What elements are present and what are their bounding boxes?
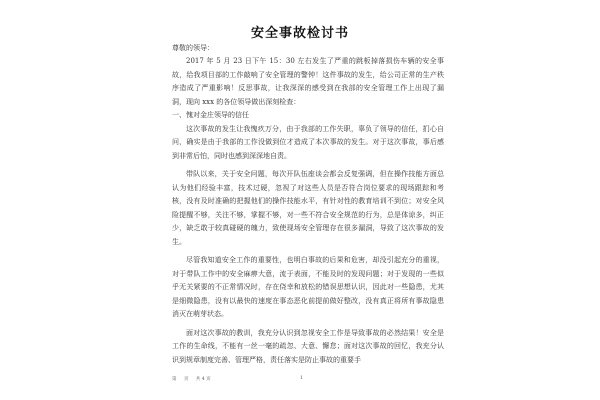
footer-page-info [172, 376, 217, 382]
section-heading: 一、愧对金庄领导的信任 [172, 111, 249, 119]
page-number: 1 [300, 376, 303, 381]
paragraph-intro: 2017 年 5 月 23 日下午 15：30 左右发生了严重的跳板掉落损伤车辆的安全事故，给我项目部的工作敲响了安全管理的警钟！这件事故的发生，给公司正常的生产秩序造成了严重影响！反思事故，让我深深的感受到在我部的安全管理工作上出现了漏洞，现向 xxx 的各位领导做出深刻检查： [172, 57, 444, 106]
footer-label-page: 第 [172, 377, 177, 382]
paragraph-reflection: 这次事故的发生让我愧疚万分，由于我部的工作失职，辜负了领导的信任，扪心自问，确实是由于我部的工作没做到位才造成了本次事故的发生。对于这次事故，事后感到非常后怕，同时也感到深深地自责。 [172, 124, 444, 160]
salutation: 尊敬的领导： [172, 44, 214, 52]
paragraph-awareness: 尽管我知道安全工作的重要性，也明白事故的后果和危害，却没引起充分的重视，对于带队工作中的安全麻痹大意，流于表面，不能及时的发现问题；对于发现的一些似乎无关紧要的不正常情况时，存在侥幸和放松的错误思想认识，因此对一些隐患，尤其是细微隐患，没有以最快的速度在事态恶化前提前做好整改，没有真正将所有事故隐患消灭在萌芽状态。 [172, 256, 444, 318]
footer-label-page-suffix: 页 [183, 377, 189, 382]
footer-label-total: 共 4 页 [195, 377, 211, 382]
paragraph-lessons: 面对这次事故的教训，我充分认识到忽视安全工作是导致事故的必然结果！安全是工作的生命线，不能有一丝一毫的疏忽、大意、懈怠；面对这次事故的回忆，我充分认识到规章制度完善、管理严格，责任落实是防止事故的重要手 [172, 328, 444, 364]
document-body [172, 55, 444, 367]
paragraph-team-management: 带队以来，关于安全问题，每次开队伍座谈会都会反复强调，但在操作技能方面总认为他们经验丰富，技术过硬，忽视了对这些人员是否符合岗位要求的现场跟踪和考核，没有及时准确的把握他们的操作技能水平，有针对性的教育培训不到位；对安全风险提醒不够，关注不够，掌握不够，对一些不符合安全规范的行为，总是体谅多，纠正少，缺乏敢于较真碰硬的魄力，致使现场安全管理存在很多漏洞，导致了这次事故的发生。 [172, 170, 444, 246]
document-title: 安全事故检讨书 [250, 26, 349, 41]
